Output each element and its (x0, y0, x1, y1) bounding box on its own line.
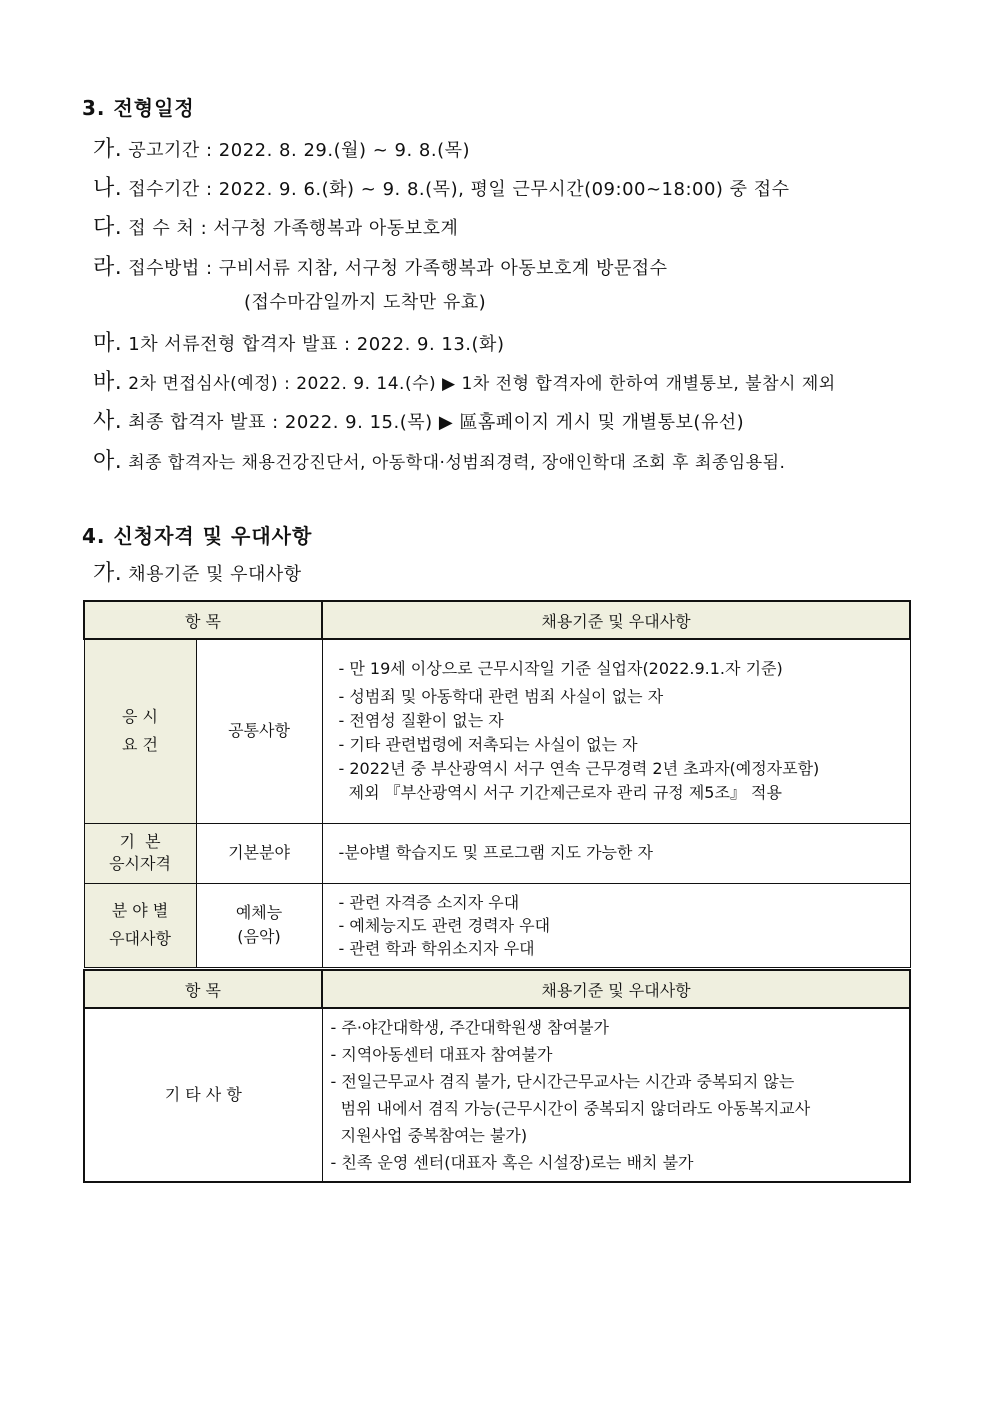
item-text: 2차 면접심사(예정) : 2022. 9. 14.(수) ▶ 1차 전형 합격자에 한하여 개별통보, 불참시 제외 (128, 374, 836, 394)
list-item: - 전염성 질환이 없는 자 (338, 711, 504, 731)
subtitle-marker: 가. (93, 561, 123, 586)
header-item: 항 목 (84, 601, 322, 639)
header-criteria: 채용기준 및 우대사항 (322, 970, 910, 1008)
list-item: - 성범죄 및 아동학대 관련 범죄 사실이 없는 자 (338, 687, 664, 707)
list-item: - 기타 관련법령에 저촉되는 사실이 없는 자 (338, 735, 638, 755)
list-item: 범위 내에서 겸직 가능(근무시간이 중복되지 않더라도 아동복지교사 (330, 1099, 811, 1118)
section4-subtitle (93, 556, 302, 587)
item-marker: 아. (93, 449, 123, 474)
list-item: - 주·야간대학생, 주간대학원생 참여불가 (330, 1018, 609, 1037)
schedule-item-da (93, 210, 458, 241)
schedule-item-ra (93, 250, 668, 281)
item-marker: 나. (93, 176, 123, 201)
category-preference: 분 야 별 우대사항 (84, 883, 196, 967)
item-marker: 사. (93, 409, 123, 434)
category-eligibility: 응 시 요 건 (84, 639, 196, 823)
list-item: - 지역아동센터 대표자 참여불가 (330, 1045, 553, 1064)
item-text: (접수마감일까지 도착만 유효) (244, 292, 487, 313)
section3-title: 3. 전형일정 (82, 96, 195, 120)
schedule-item-ma (93, 326, 504, 357)
sub-common: 공통사항 (196, 639, 322, 823)
item-marker: 가. (93, 137, 123, 162)
schedule-item-ra-note (244, 288, 486, 314)
schedule-item-sa (93, 404, 744, 435)
list-item: - 친족 운영 센터(대표자 혹은 시설장)로는 배치 불가 (330, 1153, 694, 1172)
item-marker: 마. (93, 331, 123, 356)
schedule-item-a (93, 444, 785, 475)
header-item: 항 목 (84, 970, 322, 1008)
list-item: - 관련 자격증 소지자 우대 (338, 892, 520, 912)
category-other: 기 타 사 항 (84, 1008, 322, 1182)
item-text: 최종 합격자는 채용건강진단서, 아동학대·성범죄경력, 장애인학대 조회 후 최종임용됨. (128, 453, 786, 473)
item-text: 1차 서류전형 합격자 발표 : 2022. 9. 13.(화) (128, 334, 505, 355)
list-item: - 만 19세 이상으로 근무시작일 기준 실업자(2022.9.1.자 기준) (338, 659, 783, 679)
schedule-item-na (93, 171, 790, 202)
sub-basic: 기본분야 (196, 823, 322, 883)
other-notes (322, 1008, 910, 1182)
list-item: - 관련 학과 학위소지자 우대 (338, 938, 535, 958)
item-marker: 다. (93, 215, 123, 240)
sub-arts: 예체능 (음악) (196, 883, 322, 967)
item-marker: 바. (93, 370, 123, 395)
category-basic: 기 본 응시자격 (84, 823, 196, 883)
common-requirements (322, 639, 910, 823)
schedule-item-ga (93, 132, 470, 163)
arts-preferences (322, 883, 910, 967)
item-text: 접수방법 : 구비서류 지참, 서구청 가족행복과 아동보호계 방문접수 (128, 258, 668, 279)
item-marker: 라. (93, 255, 123, 280)
list-item: 제외 『부산광역시 서구 기간제근로자 관리 규정 제5조』 적용 (338, 783, 782, 803)
section4-title: 4. 신청자격 및 우대사항 (82, 524, 313, 548)
header-criteria: 채용기준 및 우대사항 (322, 601, 910, 639)
schedule-item-ba (93, 365, 836, 396)
requirements-table (83, 600, 911, 968)
basic-requirement: -분야별 학습지도 및 프로그램 지도 가능한 자 (322, 823, 910, 883)
item-text: 최종 합격자 발표 : 2022. 9. 15.(목) ▶ 區홈페이지 게시 및 개별통보(유선) (128, 412, 745, 433)
list-item: 지원사업 중복참여는 불가) (330, 1126, 528, 1145)
item-text: 접 수 처 : 서구청 가족행복과 아동보호계 (128, 218, 459, 239)
item-text: 접수기간 : 2022. 9. 6.(화) ~ 9. 8.(목), 평일 근무시간(09:00~18:00) 중 접수 (128, 179, 790, 200)
item-text: 공고기간 : 2022. 8. 29.(월) ~ 9. 8.(목) (128, 140, 471, 161)
list-item: - 2022년 중 부산광역시 서구 연속 근무경력 2년 초과자(예정자포함) (338, 759, 820, 779)
other-notes-table (83, 969, 911, 1183)
list-item: - 전일근무교사 겸직 불가, 단시간근무교사는 시간과 중복되지 않는 (330, 1072, 795, 1091)
list-item: - 예체능지도 관련 경력자 우대 (338, 915, 551, 935)
subtitle-text: 채용기준 및 우대사항 (128, 564, 302, 585)
